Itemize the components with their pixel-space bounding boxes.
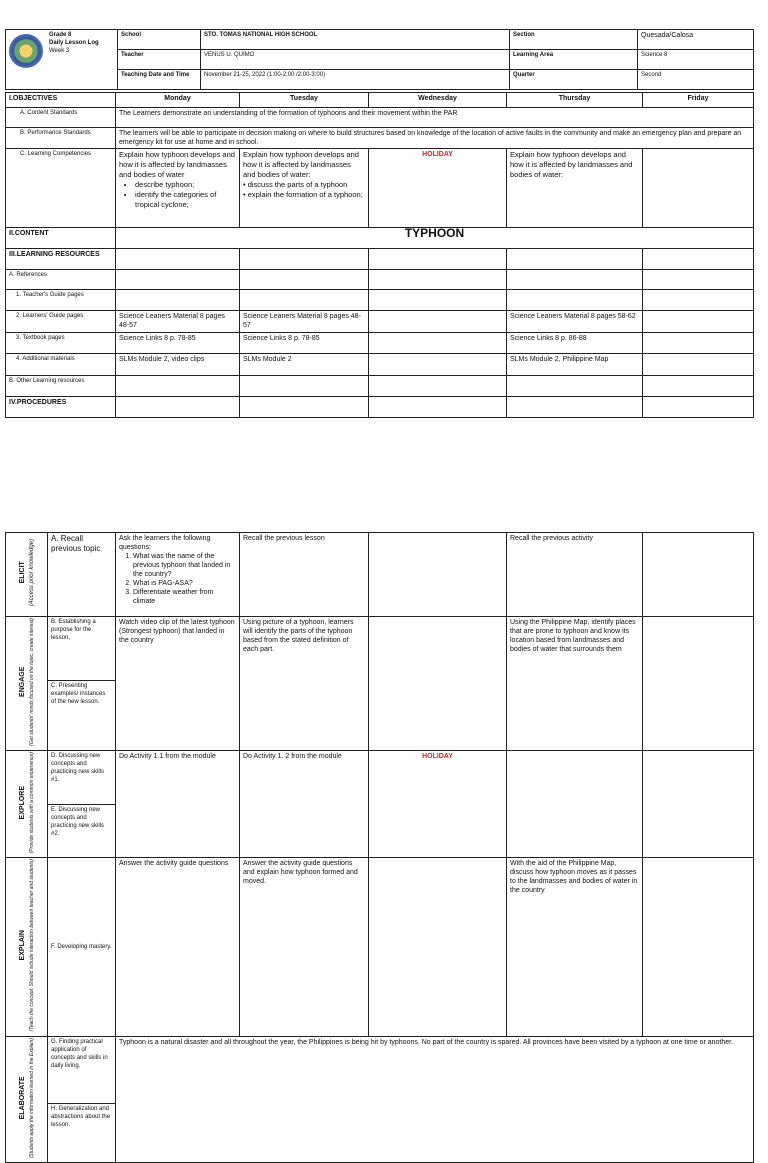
- explain-mon: Answer the activity guide questions: [116, 858, 240, 1036]
- examples-label: C. Presenting examples/ instances of the new lesson.: [48, 681, 116, 751]
- recall-q2: 2. What is PAG-ASA?: [133, 579, 236, 588]
- engage-tue: Using picture of a typhoon, learners will identify the parts of the typhoon based from the stated definition of each part.: [240, 617, 369, 751]
- day-thursday: Thursday: [507, 93, 643, 108]
- tue-competency: Explain how typhoon develops and how it is affected by landmasses and bodies of water:: [243, 150, 359, 179]
- engage-mon: Watch video clip of the latest typhoon (Strongest typhoon) that landed in the country: [116, 617, 240, 751]
- mon-bullet-2: • identify the categories of tropical cyclone;: [135, 190, 236, 210]
- explain-subtitle: (Teach the concept. Should include interaction between teacher and students): [28, 859, 35, 1032]
- engage-heading: ENGAGE: [18, 666, 26, 698]
- lg-mon: Science Leaners Material 8 pages 48-57: [116, 311, 240, 333]
- recall-q1: 1. What was the name of the previous typhoon that landed in the country?: [133, 552, 236, 579]
- explore-holiday: HOLIDAY: [369, 750, 507, 857]
- lg-label: 2. Learners' Guide pages: [6, 311, 116, 333]
- tue-bullet-1: • discuss the parts of a typhoon: [243, 180, 348, 189]
- school-label: School: [118, 30, 201, 50]
- day-monday: Monday: [116, 93, 240, 108]
- explore-subtitle: (Provide students with a common experience): [28, 751, 35, 854]
- engage-subtitle: (Get students' minds focused on the topic, create interest): [28, 618, 35, 746]
- wed-holiday: HOLIDAY: [369, 149, 507, 228]
- elaborate-text: Typhoon is a natural disaster and all throughout the year, the Philippines is being hit by typhoons. No part of the country is spared. All provinces have been visited by a typhoon at one time or another.: [116, 1036, 754, 1162]
- thu-competency: Explain how typhoon develops and how it is affected by landmasses and bodies of water:: [507, 149, 643, 228]
- add-thu: SLMs Module 2, Philippine Map: [507, 354, 643, 376]
- application-label: G. Finding practical application of concepts and skills in daily living.: [48, 1036, 116, 1104]
- concepts-1-label: D. Discussing new concepts and practicing new skills #1.: [48, 750, 116, 804]
- references-label: A. References: [6, 270, 116, 290]
- quarter-label: Quarter: [510, 70, 638, 90]
- section-label: Section: [510, 30, 638, 50]
- objectives-heading: I.OBJECTIVES: [6, 93, 116, 108]
- recall-label: A. Recall previous topic: [48, 533, 116, 617]
- content-standards-label: A. Content Standards: [6, 108, 116, 128]
- other-resources-label: B. Other Learning resources: [6, 376, 116, 397]
- tb-thu: Science Links 8 p. 86-88: [507, 333, 643, 354]
- day-tuesday: Tuesday: [240, 93, 369, 108]
- lg-tue: Science Leaners Material 8 pages 48-57: [240, 311, 369, 333]
- explain-heading: EXPLAIN: [18, 930, 26, 961]
- tue-bullet-2: • explain the formation of a typhoon;: [243, 190, 363, 199]
- performance-standards-label: B. Performance Standards: [6, 128, 116, 149]
- explain-tue: Answer the activity guide questions and explain how typhoon formed and moved.: [240, 858, 369, 1036]
- elaborate-heading: ELABORATE: [18, 1076, 26, 1120]
- add-mon: SLMs Module 2, video clips: [116, 354, 240, 376]
- grade-label: Grade 8: [49, 32, 72, 38]
- recall-thu: Recall the previous activity: [507, 533, 643, 617]
- performance-standards-text: The learners will be able to participate in decision making on where to build structures based on knowledge of the location of active faults in the community and make an emergency plan and prepare an emergency kit for use at home and in school.: [116, 128, 754, 149]
- explore-tue: Do Activity 1. 2 from the module: [240, 750, 369, 857]
- recall-q3: 3. Differentiate weather from climate: [133, 588, 236, 606]
- tb-mon: Science Links 8 p. 78-85: [116, 333, 240, 354]
- generalization-label: H. Generalization and abstractions about the lesson.: [48, 1104, 116, 1163]
- area-value: Science 8: [638, 50, 754, 70]
- objectives-table: [5, 92, 754, 418]
- school-value: STO. TOMAS NATIONAL HIGH SCHOOL: [201, 30, 510, 50]
- mon-bullet-1: • describe typhoon;: [135, 180, 236, 190]
- elicit-heading: ELICIT: [18, 561, 26, 585]
- recall-mon-intro: Ask the learners the following questions:: [119, 535, 211, 551]
- tg-label: 1. Teacher's Guide pages: [6, 290, 116, 311]
- quarter-value: Second: [638, 70, 754, 90]
- elicit-subtitle: (Access prior knowledge): [28, 539, 35, 607]
- procedures-label: IV.PROCEDURES: [6, 397, 116, 418]
- teacher-value: VENUS U. QUIMO: [201, 50, 510, 70]
- procedures-table: [5, 532, 754, 1163]
- content-standards-text: The Learners demonstrate an understanding of the formation of typhoons and their movement within the PAR: [116, 108, 754, 128]
- area-label: Learning Area: [510, 50, 638, 70]
- log-title: Daily Lesson Log: [49, 40, 99, 46]
- learning-competencies-label: C. Learning Competencies: [6, 149, 116, 228]
- content-label: II.CONTENT: [6, 228, 116, 249]
- add-label: 4. Additional materials: [6, 354, 116, 376]
- header-table: [5, 29, 754, 90]
- engage-thu: Using the Philippine Map, identify places that are prone to typhoon and know its location based from landmasses and bodies of water that surrounds them: [507, 617, 643, 751]
- explore-mon: Do Activity 1.1 from the module: [116, 750, 240, 857]
- tb-label: 3. Textbook pages: [6, 333, 116, 354]
- mon-competency: Explain how typhoon develops and how it is affected by landmasses and bodies of water: [119, 150, 235, 179]
- purpose-label: B. Establishing a purpose for the lesson,: [48, 617, 116, 681]
- week-label: Week 3: [49, 48, 70, 54]
- mastery-label: F. Developing mastery.: [48, 858, 116, 1036]
- teacher-label: Teacher: [118, 50, 201, 70]
- section-value: Quesada/Calosa: [638, 30, 754, 50]
- concepts-2-label: E. Discussing new concepts and practicing new skills #2.: [48, 805, 116, 858]
- dates-label: Teaching Date and Time: [118, 70, 201, 90]
- resources-label: III.LEARNING RESOURCES: [6, 249, 116, 270]
- dates-value: November 21-25, 2022 (1:00-2:00 /2:00-3:00): [201, 70, 510, 90]
- tb-tue: Science Links 8 p. 78-85: [240, 333, 369, 354]
- elaborate-subtitle: (Students apply the information learned in the Explain): [28, 1037, 35, 1159]
- day-wednesday: Wednesday: [369, 93, 507, 108]
- recall-tue: Recall the previous lesson: [240, 533, 369, 617]
- explain-thu: With the aid of the Philippine Map, discuss how typhoon moves as it passes to the landmasses and bodies of water in the country: [507, 858, 643, 1036]
- add-tue: SLMs Module 2: [240, 354, 369, 376]
- lg-thu: Science Leaners Material 8 pages 58-62: [507, 311, 643, 333]
- day-friday: Friday: [643, 93, 754, 108]
- content-value: TYPHOON: [116, 228, 754, 249]
- explore-heading: EXPLORE: [18, 785, 26, 820]
